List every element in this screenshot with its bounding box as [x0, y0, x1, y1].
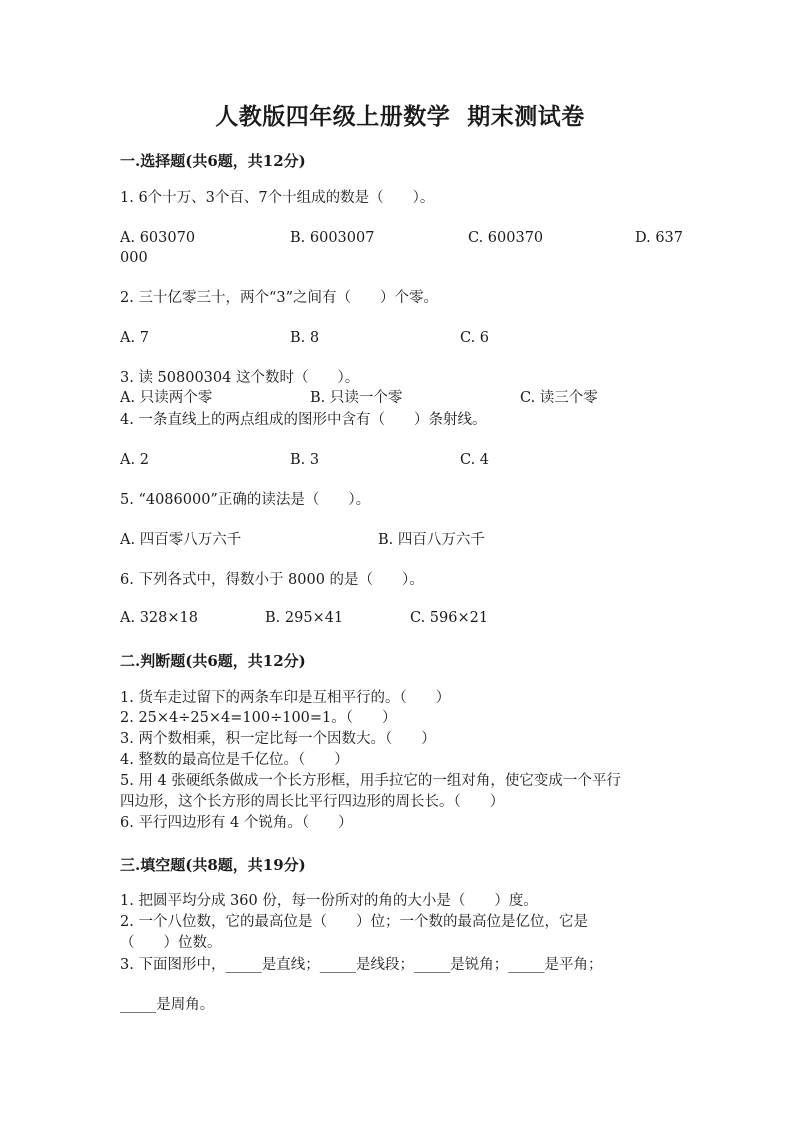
option-a: A. 328×18: [120, 610, 198, 626]
fill-item: 1. 把圆平均分成 360 份，每一份所对的角的大小是（ ）度。: [120, 893, 538, 909]
judge-item: 3. 两个数相乘，积一定比每一个因数大。（ ）: [120, 731, 436, 747]
page-title: 人教版四年级上册数学 期末测试卷: [215, 103, 585, 130]
fill-item-continued: _____是周角。: [120, 997, 215, 1013]
option-c: C. 读三个零: [520, 390, 598, 406]
option-c: C. 6: [460, 330, 490, 346]
fill-item-continued: （ ）位数。: [120, 935, 222, 951]
question-text: 1. 6个十万、3个百、7个十组成的数是（ ）。: [120, 190, 435, 206]
option-b: B. 四百八万六千: [378, 532, 485, 548]
judge-item: 1. 货车走过留下的两条车印是互相平行的。（ ）: [120, 690, 451, 706]
fill-item: 3. 下面图形中，_____是直线；_____是线段；_____是锐角；_____是平角；: [120, 957, 603, 973]
option-a: A. 四百零八万六千: [120, 532, 242, 548]
option-b: B. 只读一个零: [310, 390, 403, 406]
fill-item: 2. 一个八位数，它的最高位是（ ）位；一个数的最高位是亿位，它是: [120, 914, 588, 930]
section-heading-choice: 一.选择题(共6题，共12分): [120, 152, 306, 170]
option-b: B. 6003007: [290, 230, 375, 246]
option-a: A. 603070: [120, 230, 196, 246]
option-b: B. 295×41: [265, 610, 344, 626]
option-a: A. 只读两个零: [120, 390, 213, 406]
option-c: C. 4: [460, 452, 490, 468]
question-text: 4. 一条直线上的两点组成的图形中含有（ ）条射线。: [120, 412, 487, 428]
judge-item-continued: 四边形，这个长方形的周长比平行四边形的周长长。（ ）: [120, 794, 505, 810]
option-b: B. 8: [290, 330, 320, 346]
section-heading-judge: 二.判断题(共6题，共12分): [120, 652, 306, 670]
question-text: 3. 读 50800304 这个数时（ ）。: [120, 370, 360, 386]
question-text: 6. 下列各式中，得数小于 8000 的是（ ）。: [120, 572, 424, 588]
option-a: A. 7: [120, 330, 149, 346]
option-b: B. 3: [290, 452, 320, 468]
option-c: C. 600370: [468, 230, 544, 246]
option-a: A. 2: [120, 452, 149, 468]
judge-item: 4. 整数的最高位是千亿位。（ ）: [120, 752, 349, 768]
option-c: C. 596×21: [410, 610, 489, 626]
option-d-wrap: 000: [120, 250, 148, 266]
judge-item: 6. 平行四边形有 4 个锐角。（ ）: [120, 815, 353, 831]
option-d: D. 637: [635, 230, 684, 246]
judge-item: 2. 25×4÷25×4=100÷100=1。（ ）: [120, 710, 397, 726]
question-text: 2. 三十亿零三十，两个“3”之间有（ ）个零。: [120, 290, 438, 306]
judge-item: 5. 用 4 张硬纸条做成一个长方形框，用手拉它的一组对角，使它变成一个平行: [120, 773, 621, 789]
question-text: 5. “4086000”正确的读法是（ ）。: [120, 492, 371, 508]
section-heading-fill: 三.填空题(共8题，共19分): [120, 856, 306, 874]
